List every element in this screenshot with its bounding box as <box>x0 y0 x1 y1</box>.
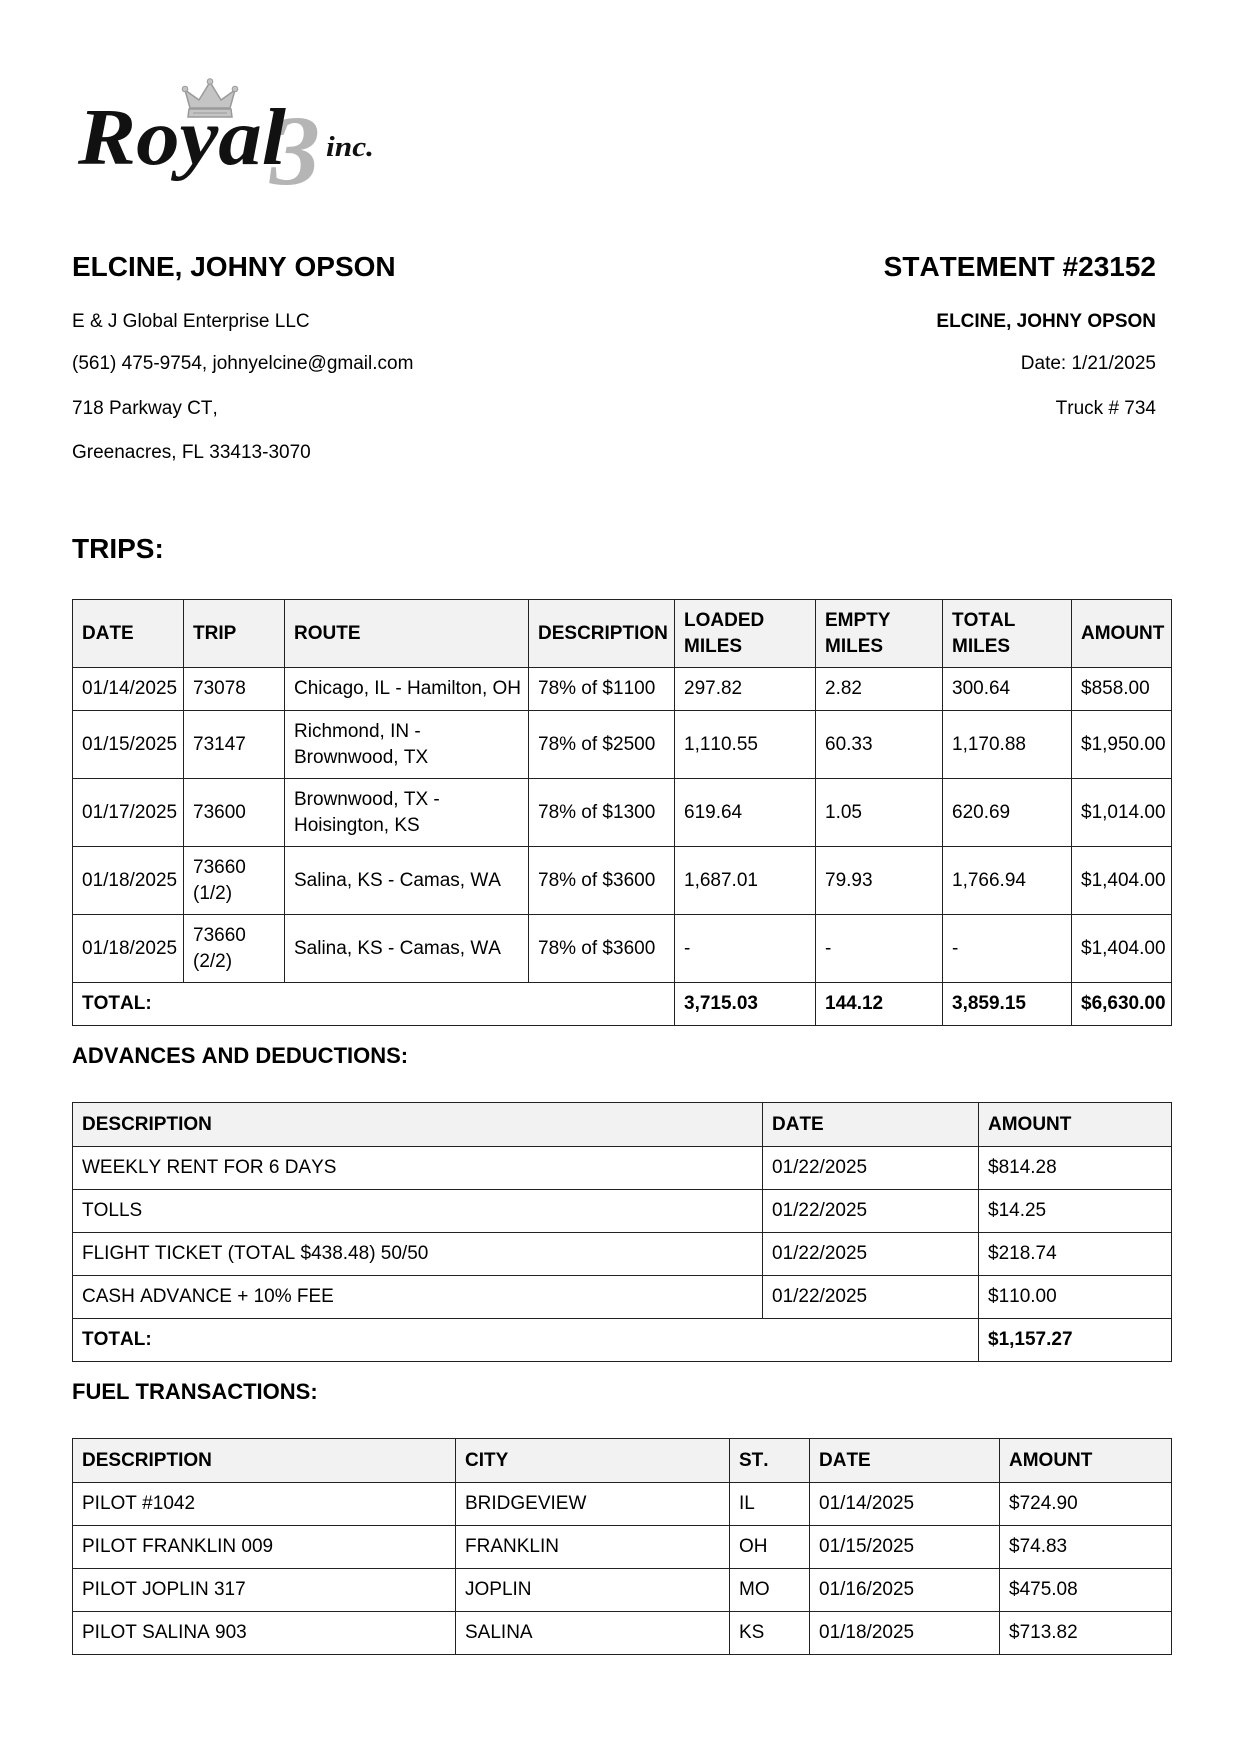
trips-total-empty-miles: 144.12 <box>816 983 943 1026</box>
trip-route-cell <box>285 915 529 983</box>
deduction-date: 01/22/2025 <box>763 1190 979 1233</box>
trip-date: 01/15/2025 <box>73 711 184 779</box>
fuel-row <box>73 1612 1172 1655</box>
column-header-amount: AMOUNT <box>979 1103 1172 1147</box>
trip-empty-miles: 1.05 <box>816 779 943 847</box>
trip-amount: $1,404.00 <box>1072 847 1172 915</box>
trip-date: 01/18/2025 <box>73 847 184 915</box>
trip-loaded-miles: 1,687.01 <box>675 847 816 915</box>
fuel-row <box>73 1526 1172 1569</box>
trip-empty-miles: 60.33 <box>816 711 943 779</box>
trip-amount: $1,950.00 <box>1072 711 1172 779</box>
trip-date: 01/14/2025 <box>73 668 184 711</box>
column-header-amount: AMOUNT <box>1000 1439 1172 1483</box>
deduction-row <box>73 1190 1172 1233</box>
deduction-amount: $218.74 <box>979 1233 1172 1276</box>
column-header-description: DESCRIPTION <box>529 600 675 668</box>
fuel-table <box>72 1438 1172 1655</box>
fuel-header-row <box>73 1439 1172 1483</box>
trip-number: 73660 (1/2) <box>184 847 285 915</box>
advances-heading: ADVANCES AND DEDUCTIONS: <box>72 1043 409 1068</box>
trip-total-miles: 620.69 <box>943 779 1072 847</box>
trip-loaded-miles: 1,110.55 <box>675 711 816 779</box>
fuel-date: 01/18/2025 <box>810 1612 1000 1655</box>
trip-description: 78% of $2500 <box>529 711 675 779</box>
fuel-description: PILOT JOPLIN 317 <box>73 1569 456 1612</box>
fuel-description: PILOT SALINA 903 <box>73 1612 456 1655</box>
trip-route-cell <box>285 668 529 711</box>
deduction-description: CASH ADVANCE + 10% FEE <box>73 1276 763 1319</box>
driver-address-line2: Greenacres, FL 33413-3070 <box>72 442 311 463</box>
column-header-route: ROUTE <box>285 600 529 668</box>
deduction-date: 01/22/2025 <box>763 1233 979 1276</box>
deduction-amount: $14.25 <box>979 1190 1172 1233</box>
fuel-date: 01/15/2025 <box>810 1526 1000 1569</box>
column-header-description: DESCRIPTION <box>73 1103 763 1147</box>
trip-row <box>73 668 1172 711</box>
column-header-description: DESCRIPTION <box>73 1439 456 1483</box>
fuel-city: FRANKLIN <box>456 1526 730 1569</box>
statement-driver-name: ELCINE, JOHNY OPSON <box>936 311 1156 332</box>
deduction-row <box>73 1147 1172 1190</box>
fuel-state: MO <box>730 1569 810 1612</box>
driver-name: ELCINE, JOHNY OPSON <box>72 251 396 282</box>
trip-row <box>73 779 1172 847</box>
trip-route-cell <box>285 711 529 779</box>
deduction-description: WEEKLY RENT FOR 6 DAYS <box>73 1147 763 1190</box>
deduction-amount: $110.00 <box>979 1276 1172 1319</box>
trip-row <box>73 711 1172 779</box>
company-logo <box>72 78 382 190</box>
fuel-description: PILOT #1042 <box>73 1483 456 1526</box>
fuel-amount: $724.90 <box>1000 1483 1172 1526</box>
logo-wordmark: Royal <box>76 94 287 182</box>
statement-truck: Truck # 734 <box>1055 398 1156 419</box>
column-header-city: CITY <box>456 1439 730 1483</box>
fuel-city: JOPLIN <box>456 1569 730 1612</box>
driver-company: E & J Global Enterprise LLC <box>72 311 310 332</box>
deduction-description: FLIGHT TICKET (TOTAL $438.48) 50/50 <box>73 1233 763 1276</box>
trip-description: 78% of $1300 <box>529 779 675 847</box>
trip-description: 78% of $3600 <box>529 915 675 983</box>
trip-row <box>73 847 1172 915</box>
fuel-state: IL <box>730 1483 810 1526</box>
deduction-row <box>73 1233 1172 1276</box>
fuel-row <box>73 1569 1172 1612</box>
deduction-date: 01/22/2025 <box>763 1147 979 1190</box>
fuel-city: SALINA <box>456 1612 730 1655</box>
trip-empty-miles: 79.93 <box>816 847 943 915</box>
trip-route: Richmond, IN - Brownwood, TX <box>294 720 429 768</box>
trips-total-label: TOTAL: <box>73 983 675 1026</box>
advances-total-label: TOTAL: <box>73 1319 979 1362</box>
column-header-loaded-miles: LOADED MILES <box>675 600 816 668</box>
fuel-state: KS <box>730 1612 810 1655</box>
trip-loaded-miles: - <box>675 915 816 983</box>
deduction-row <box>73 1276 1172 1319</box>
trip-date: 01/18/2025 <box>73 915 184 983</box>
deduction-amount: $814.28 <box>979 1147 1172 1190</box>
fuel-state: OH <box>730 1526 810 1569</box>
deduction-date: 01/22/2025 <box>763 1276 979 1319</box>
logo-suffix: inc. <box>326 132 374 163</box>
deduction-description: TOLLS <box>73 1190 763 1233</box>
column-header-empty-miles: EMPTY MILES <box>816 600 943 668</box>
advances-table <box>72 1102 1172 1362</box>
trip-route: Chicago, IL - Hamilton, OH <box>294 678 522 699</box>
fuel-amount: $713.82 <box>1000 1612 1172 1655</box>
trip-total-miles: 300.64 <box>943 668 1072 711</box>
trip-route: Salina, KS - Camas, WA <box>294 937 501 959</box>
trip-empty-miles: 2.82 <box>816 668 943 711</box>
column-header-trip: TRIP <box>184 600 285 668</box>
column-header-amount: AMOUNT <box>1072 600 1172 668</box>
column-header-state: ST. <box>730 1439 810 1483</box>
column-header-date: DATE <box>763 1103 979 1147</box>
trip-row <box>73 915 1172 983</box>
trips-total-loaded-miles: 3,715.03 <box>675 983 816 1026</box>
trip-total-miles: - <box>943 915 1072 983</box>
trip-route-cell <box>285 779 529 847</box>
trip-amount: $1,014.00 <box>1072 779 1172 847</box>
trip-total-miles: 1,170.88 <box>943 711 1072 779</box>
fuel-date: 01/14/2025 <box>810 1483 1000 1526</box>
logo-numeral: 3 <box>270 95 320 190</box>
trips-total-row <box>73 983 1172 1026</box>
advances-total-row <box>73 1319 1172 1362</box>
trip-total-miles: 1,766.94 <box>943 847 1072 915</box>
column-header-total-miles: TOTAL MILES <box>943 600 1072 668</box>
advances-header-row <box>73 1103 1172 1147</box>
trips-table <box>72 599 1172 1026</box>
trip-route: Salina, KS - Camas, WA <box>294 869 501 891</box>
fuel-city: BRIDGEVIEW <box>456 1483 730 1526</box>
fuel-row <box>73 1483 1172 1526</box>
logo-graphic <box>72 78 382 190</box>
trip-amount: $1,404.00 <box>1072 915 1172 983</box>
statement-title: STATEMENT #23152 <box>883 251 1156 282</box>
trips-header-row <box>73 600 1172 668</box>
trip-route-cell <box>285 847 529 915</box>
fuel-date: 01/16/2025 <box>810 1569 1000 1612</box>
trip-description: 78% of $3600 <box>529 847 675 915</box>
column-header-date: DATE <box>73 600 184 668</box>
trip-number: 73147 <box>184 711 285 779</box>
trip-amount: $858.00 <box>1072 668 1172 711</box>
statement-date: Date: 1/21/2025 <box>1020 353 1156 374</box>
trip-empty-miles: - <box>816 915 943 983</box>
driver-contact: (561) 475-9754, johnyelcine@gmail.com <box>72 353 414 374</box>
fuel-description: PILOT FRANKLIN 009 <box>73 1526 456 1569</box>
trip-number: 73600 <box>184 779 285 847</box>
trip-number: 73078 <box>184 668 285 711</box>
advances-total-amount: $1,157.27 <box>979 1319 1172 1362</box>
trips-total-amount: $6,630.00 <box>1072 983 1172 1026</box>
trips-total-miles: 3,859.15 <box>943 983 1072 1026</box>
fuel-amount: $475.08 <box>1000 1569 1172 1612</box>
trips-heading: TRIPS: <box>72 533 164 564</box>
column-header-date: DATE <box>810 1439 1000 1483</box>
trip-loaded-miles: 619.64 <box>675 779 816 847</box>
driver-address-line1: 718 Parkway CT, <box>72 398 218 419</box>
trip-loaded-miles: 297.82 <box>675 668 816 711</box>
trip-date: 01/17/2025 <box>73 779 184 847</box>
trip-route: Brownwood, TX - Hoisington, KS <box>294 788 440 836</box>
fuel-amount: $74.83 <box>1000 1526 1172 1569</box>
trip-number: 73660 (2/2) <box>184 915 285 983</box>
trip-description: 78% of $1100 <box>529 668 675 711</box>
fuel-heading: FUEL TRANSACTIONS: <box>72 1379 318 1404</box>
